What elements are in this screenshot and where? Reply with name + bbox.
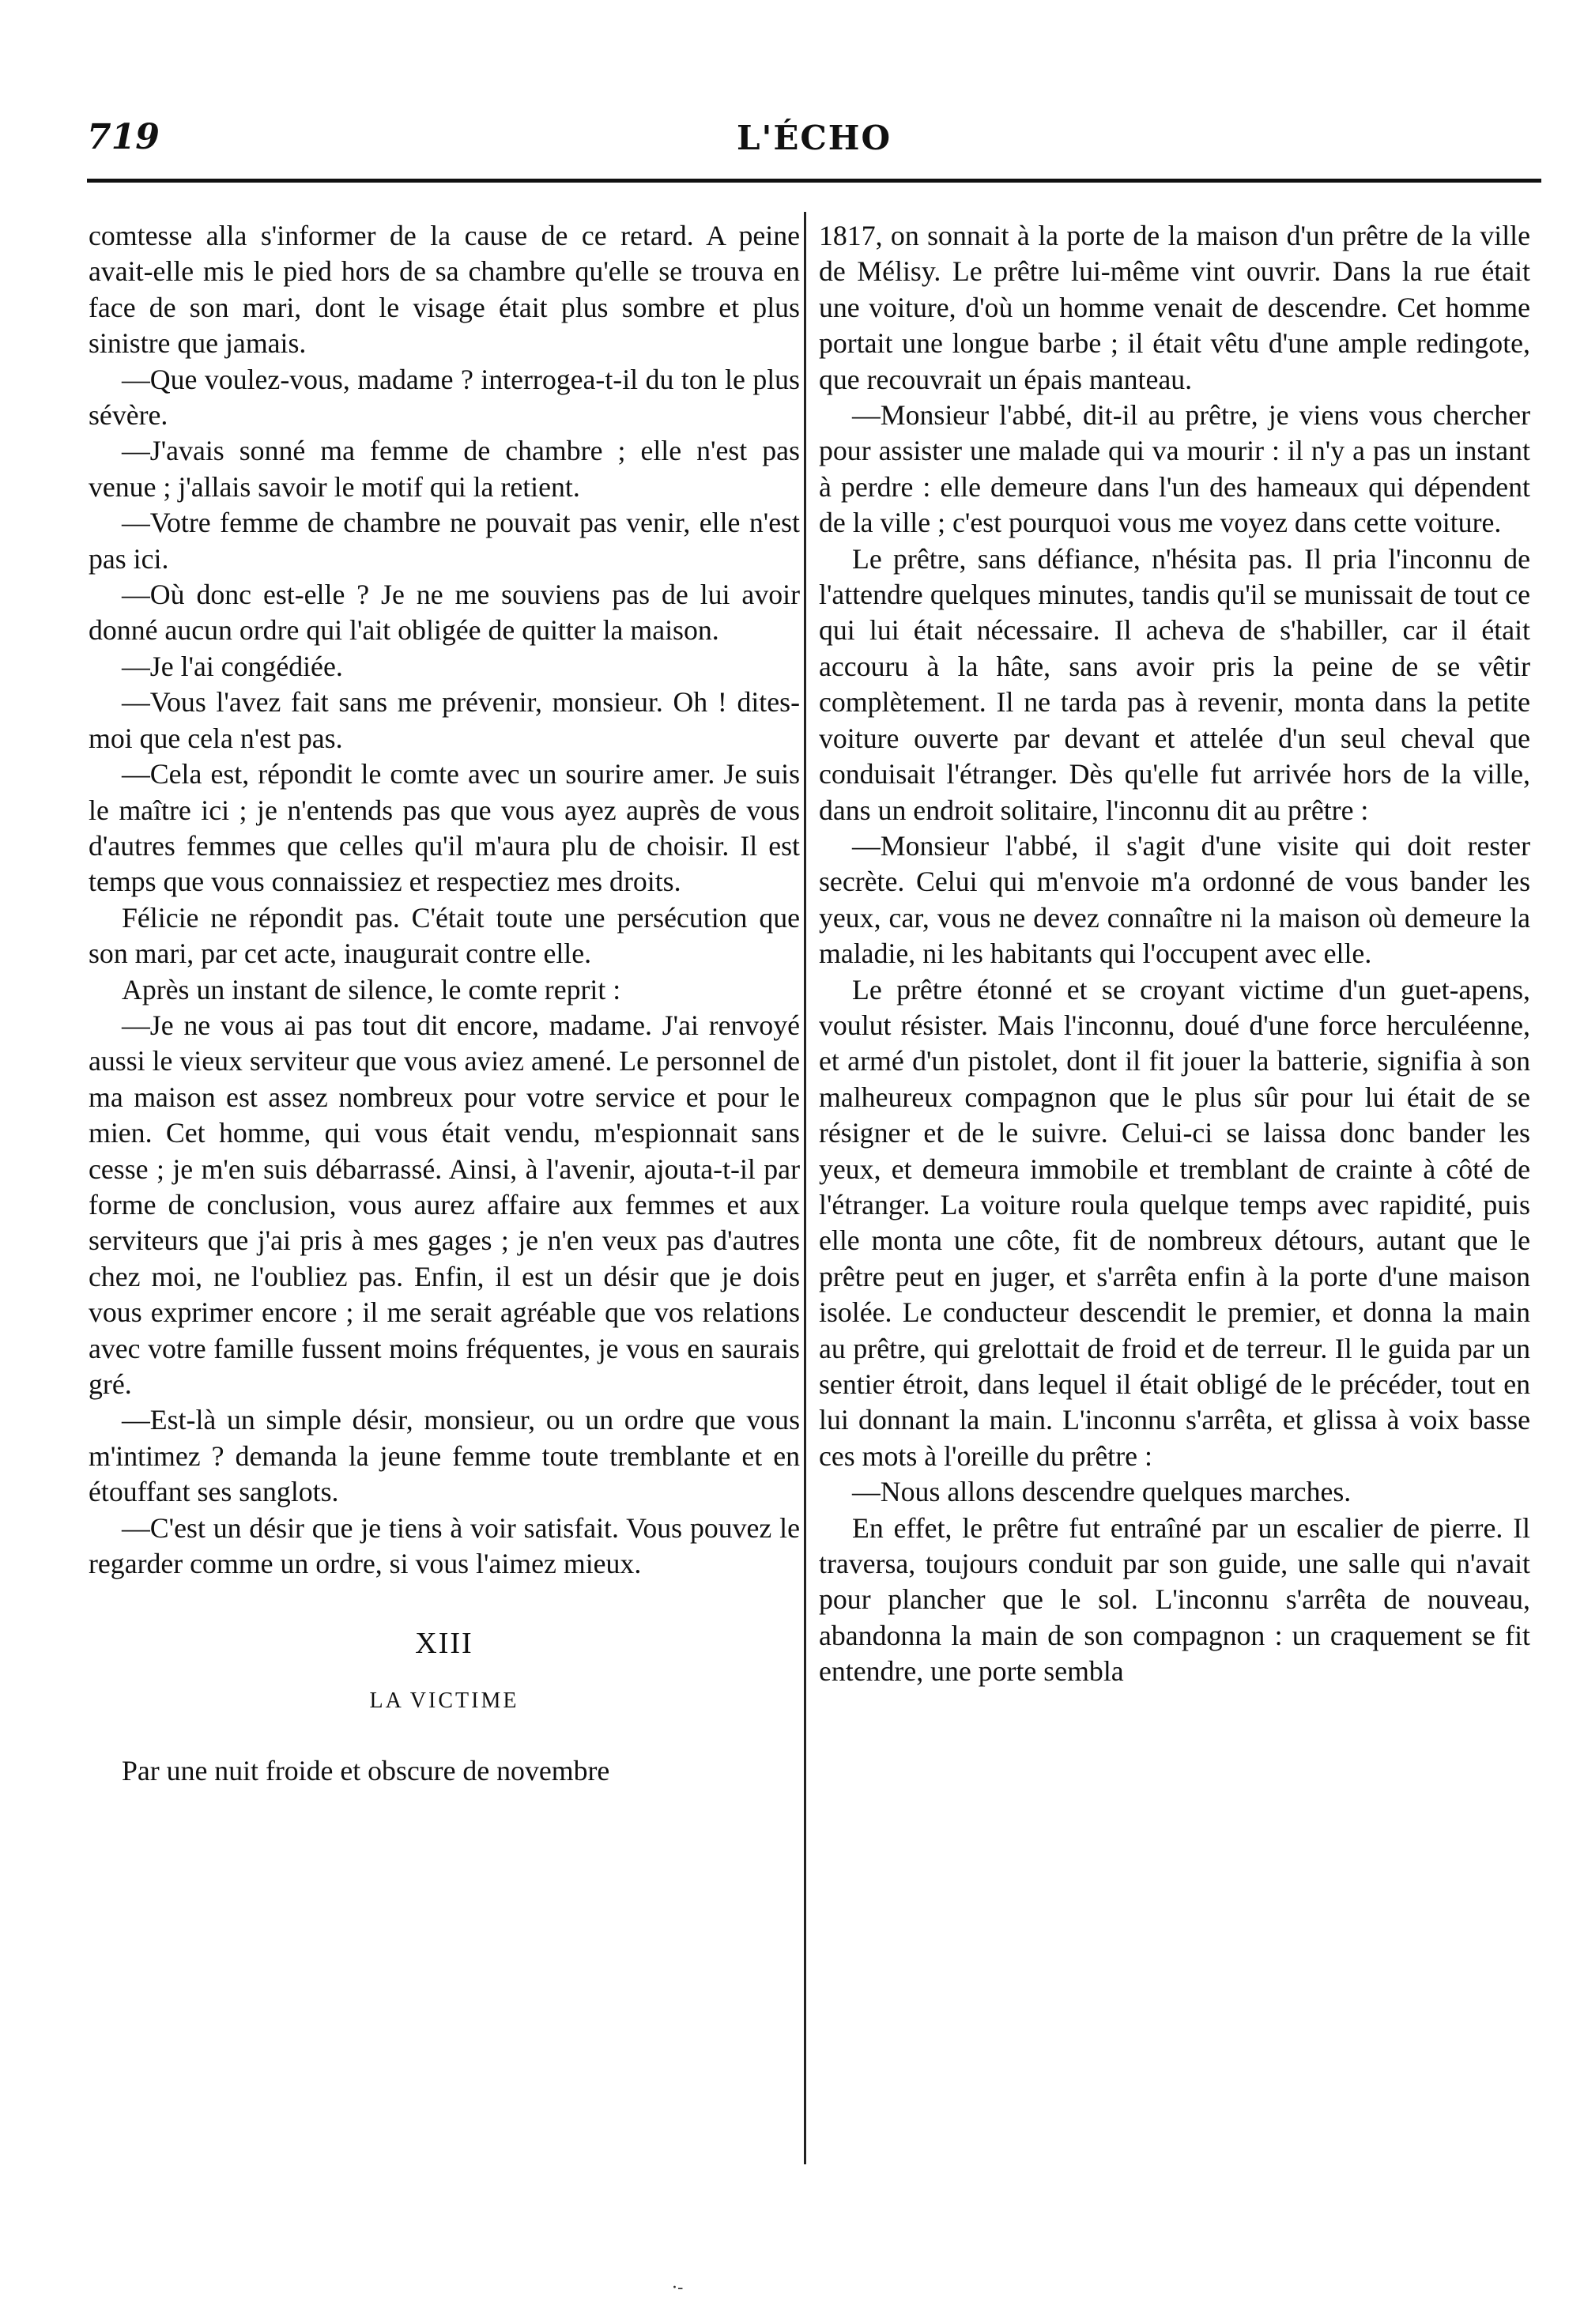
paragraph: —Où donc est-elle ? Je ne me souviens pas de lui avoir donné aucun ordre qui l'ait obligée de quitter la maison.	[89, 579, 800, 647]
paragraph: —Monsieur l'abbé, il s'agit d'une visite qui doit rester secrète. Celui qui m'envoie m'a ordonné de vous bander les yeux, car, vous ne devez connaître ni la maison où demeure la maladie, ni les habitants qui l'occupent avec elle.	[819, 829, 1530, 970]
paragraph: —Votre femme de chambre ne pouvait pas venir, elle n'est pas ici.	[89, 507, 800, 575]
paragraph: —Cela est, répondit le comte avec un sourire amer. Je suis le maître ici ; je n'entends pas que vous ayez auprès de vous d'autres femmes que celles qu'il m'aura plu de choisir. Il est temps que vous connaissiez et respectiez mes droits.	[89, 758, 800, 898]
paragraph: Par une nuit froide et obscure de novembre	[122, 1755, 610, 1787]
paragraph: comtesse alla s'informer de la cause de ce retard. A peine avait-elle mis le pied hors de sa chambre qu'elle se trouva en face de son mari, dont le visage était plus sombre et plus sinistre que jamais.	[89, 220, 800, 360]
paragraph: 1817, on sonnait à la porte de la maison d'un prêtre de la ville de Mélisy. Le prêtre lui-même vint ouvrir. Dans la rue était une voiture, d'où un homme venait de descendre. Cet homme portait une longue barbe ; il était vêtu d'une ample redingote, que recouvrait un épais manteau.	[819, 220, 1530, 395]
right-column	[819, 218, 1530, 1690]
column-divider	[804, 212, 806, 2164]
page-header	[87, 111, 1541, 166]
paragraph: —Nous allons descendre quelques marches.	[852, 1476, 1352, 1508]
chapter-title: LA VICTIME	[369, 1688, 519, 1713]
running-title: L'ÉCHO	[736, 119, 892, 157]
chapter-number: XIII	[415, 1627, 473, 1661]
paragraph: Après un instant de silence, le comte reprit :	[122, 973, 621, 1005]
paragraph: —Vous l'avez fait sans me prévenir, monsieur. Oh ! dites-moi que cela n'est pas.	[89, 686, 800, 754]
paragraph: —Que voulez-vous, madame ? interrogea-t-il du ton le plus sévère.	[89, 363, 800, 432]
page-number: 719	[87, 117, 160, 157]
paragraph: Le prêtre, sans défiance, n'hésita pas. Il pria l'inconnu de l'attendre quelques minutes, tandis qu'il se munissait de tout ce qui lui était nécessaire. Il acheva de s'habiller, car il était accouru à la hâte, sans avoir pris la peine de se vêtir complètement. Il ne tarda pas à revenir, monta dans la petite voiture ouverte par devant et attelée d'un seul cheval que conduisait l'étranger. Dès qu'elle fut arrivée hors de la ville, dans un endroit solitaire, l'inconnu dit au prêtre :	[819, 542, 1530, 826]
paragraph: —Je ne vous ai pas tout dit encore, madame. J'ai renvoyé aussi le vieux serviteur que vous aviez amené. Le personnel de ma maison est assez nombreux pour votre service et pour le mien. Cet homme, qui vous était vendu, m'espionnait sans cesse ; je m'en suis débarrassé. Ainsi, à l'avenir, ajouta-t-il par forme de conclusion, vous aurez affaire aux femmes et aux serviteurs que j'ai pris à mes gages ; je n'en veux pas d'autres chez moi, ne l'oubliez pas. Enfin, il est un désir que je dois vous exprimer encore ; il me serait agréable que vos relations avec votre famille fussent moins fréquentes, je vous en saurais gré.	[89, 1009, 800, 1400]
header-rule	[87, 179, 1541, 183]
paragraph: —Je l'ai congédiée.	[122, 650, 343, 682]
paragraph: Le prêtre étonné et se croyant victime d'un guet-apens, voulut résister. Mais l'inconnu, doué d'une force herculéenne, et armé d'un pistolet, dont il fit jouer la batterie, signifia à son malheureux compagnon que le plus sûr pour lui était de se résigner et de le suivre. Celui-ci se laissa donc bander les yeux, et demeura immobile et tremblant de crainte à côté de l'étranger. La voiture roula quelque temps avec rapidité, puis elle monta une côte, fit de nombreux détours, autant que le prêtre peut en juger, et s'arrêta enfin à la porte d'une maison isolée. Le conducteur descendit le premier, et donna la main au prêtre, qui grelottait de froid et de terreur. Il le guida par un sentier étroit, dans lequel il était obligé de le précéder, tout en lui donnant la main. L'inconnu s'arrêta, et glissa à voix basse ces mots à l'oreille du prêtre :	[819, 973, 1530, 1472]
footer-mark: ·-	[672, 2278, 684, 2298]
paragraph: —C'est un désir que je tiens à voir satisfait. Vous pouvez le regarder comme un ordre, si vous l'aimez mieux.	[89, 1511, 800, 1580]
paragraph: En effet, le prêtre fut entraîné par un escalier de pierre. Il traversa, toujours conduit par son guide, une salle qui n'avait pour plancher que le sol. L'inconnu s'arrêta de nouveau, abandonna la main de son compagnon : un craquement se fit entendre, une porte sembla	[819, 1511, 1530, 1688]
paragraph: —Monsieur l'abbé, dit-il au prêtre, je viens vous chercher pour assister une malade qui va mourir : il n'y a pas un instant à perdre : elle demeure dans l'un des hameaux qui dépendent de la ville ; c'est pourquoi vous me voyez dans cette voiture.	[819, 399, 1530, 539]
left-column	[89, 218, 800, 1790]
paragraph: Félicie ne répondit pas. C'était toute une persécution que son mari, par cet acte, inaugurait contre elle.	[89, 901, 800, 970]
paragraph: —Est-là un simple désir, monsieur, ou un ordre que vous m'intimez ? demanda la jeune femme toute tremblante et en étouffant ses sanglots.	[89, 1404, 800, 1508]
paragraph: —J'avais sonné ma femme de chambre ; elle n'est pas venue ; j'allais savoir le motif qui la retient.	[89, 435, 800, 503]
